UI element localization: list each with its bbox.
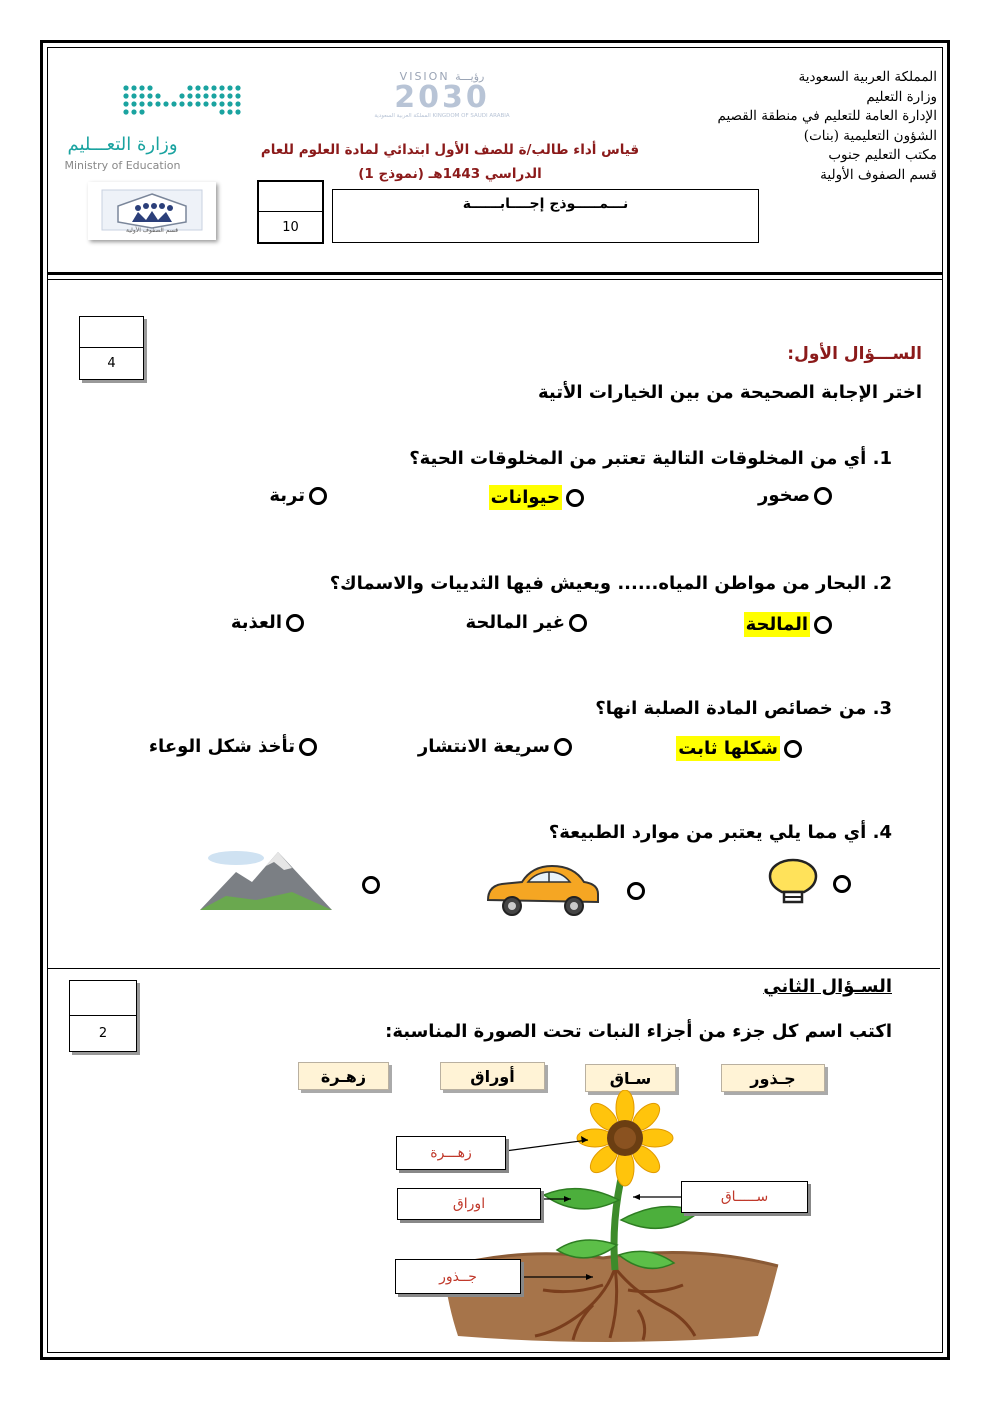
q3-option-2-label: سريعة الانتشار (417, 736, 550, 757)
q2-option-3-label: العذبة (230, 612, 282, 633)
total-score-blank[interactable] (259, 182, 322, 212)
q2-option-2-label: غير المالحة (465, 612, 565, 633)
vision-2030-logo (362, 70, 522, 130)
org-line: قسم الصفوف الأولية (820, 166, 937, 183)
word-bank-flower[interactable]: زهـرة (298, 1062, 389, 1090)
car-icon (482, 862, 602, 920)
vision-logo-text: VISION رؤيـــة (399, 70, 485, 83)
org-line: وزارة التعليم (866, 88, 937, 105)
section2-score-blank[interactable] (70, 981, 136, 1016)
q2-option-1-label: المالحة (745, 614, 808, 635)
section1-score-box (79, 316, 144, 380)
q3-option-2[interactable] (418, 736, 572, 757)
section1-instruction: اختر الإجابة الصحيحة من بين الخيارات الأتية (537, 382, 922, 403)
section1-title: الســـؤال الأول: (787, 344, 922, 364)
label-stem[interactable]: ســـــاق (681, 1181, 808, 1213)
answer-model-box (332, 189, 759, 243)
q4-option-3-radio[interactable] (362, 876, 380, 894)
radio-circle-icon[interactable] (566, 489, 584, 507)
ministry-name-arabic: وزارة التعـــليم (67, 134, 178, 155)
word-bank-roots[interactable]: جـذور (721, 1064, 825, 1092)
question-4: 4. أي مما يلي يعتبر من موارد الطبيعة؟ (548, 822, 892, 843)
q4-option-2-radio[interactable] (627, 882, 645, 900)
radio-circle-icon[interactable] (286, 614, 304, 632)
org-line: الإدارة العامة للتعليم في منطقة القصيم (717, 108, 937, 124)
org-line: مكتب التعليم جنوب (828, 147, 937, 163)
section2-instruction: اكتب اسم كل جزء من أجزاء النبات تحت الصورة المناسبة: (385, 1021, 892, 1042)
exam-title (260, 138, 640, 186)
total-score-box (257, 180, 324, 244)
department-logo (88, 182, 216, 240)
q1-option-1[interactable] (758, 485, 832, 506)
label-leaves[interactable]: اوراق (397, 1188, 541, 1220)
department-logo-caption: قسم الصفوف الأولية (126, 227, 178, 234)
radio-circle-icon[interactable] (814, 616, 832, 634)
question-3: 3. من خصائص المادة الصلبة انها؟ (595, 698, 892, 719)
ministry-dots-icon (60, 80, 250, 130)
radio-circle-icon[interactable] (569, 614, 587, 632)
q2-option-1[interactable] (744, 612, 832, 637)
label-roots[interactable]: جــذور (395, 1259, 521, 1294)
question-2: 2. البحار من مواطن المياه...... ويعيش فيها الثدييات والاسماك؟ (329, 573, 892, 594)
vision-logo-subtitle: المملكة العربية السعودية KINGDOM OF SAUDI ARABIA (374, 113, 510, 119)
section1-score-blank[interactable] (80, 317, 143, 348)
org-line: الشؤون التعليمية (بنات) (803, 127, 937, 144)
section2-score-value: 2 (98, 1026, 108, 1041)
q4-option-1-radio[interactable] (833, 875, 851, 893)
radio-circle-icon[interactable] (299, 738, 317, 756)
q2-option-2[interactable] (465, 612, 587, 633)
q1-option-2-label: حيوانات (490, 487, 560, 508)
answer-model-label: نـــمـــــوذج إجــــابــــــة (462, 196, 629, 212)
question-1: 1. أي من المخلوقات التالية تعتبر من المخلوقات الحية؟ (409, 448, 892, 469)
org-line: المملكة العربية السعودية (798, 69, 937, 85)
radio-circle-icon[interactable] (814, 487, 832, 505)
q1-option-3[interactable] (269, 485, 327, 506)
section-divider (47, 968, 940, 969)
q3-option-3[interactable] (149, 736, 317, 757)
q3-option-3-label: تأخذ شكل الوعاء (148, 736, 295, 757)
header-divider-thin (47, 279, 943, 280)
q3-option-1[interactable] (676, 736, 802, 761)
label-flower[interactable]: زهـــرة (396, 1136, 506, 1170)
radio-circle-icon[interactable] (309, 487, 327, 505)
total-score-value: 10 (282, 219, 299, 235)
exam-title-line2: الدراسي 1443هـ (نموذج 1) (358, 166, 542, 182)
radio-circle-icon[interactable] (554, 738, 572, 756)
lightbulb-icon (762, 858, 824, 908)
radio-circle-icon[interactable] (784, 740, 802, 758)
q1-option-1-label: صخور (757, 485, 810, 506)
section1-score-value: 4 (107, 356, 116, 371)
q2-option-3[interactable] (231, 612, 304, 633)
organization-block (637, 68, 937, 185)
q1-option-3-label: تربة (269, 485, 305, 506)
header-divider (47, 272, 943, 275)
word-bank-stem[interactable]: سـاق (585, 1064, 676, 1092)
q3-option-1-label: شكلها ثابت (678, 738, 778, 759)
word-bank-leaves[interactable]: أوراق (440, 1062, 545, 1090)
section2-score-box (69, 980, 137, 1052)
section2-title: السـؤال الثاني (763, 976, 892, 997)
ministry-name-english: Ministry of Education (64, 159, 181, 172)
ministry-logo (60, 80, 250, 180)
exam-title-line1: قياس أداء طالب/ة للصف الأول ابتدائي لمادة العلوم للعام (260, 142, 640, 158)
q1-option-2[interactable] (489, 485, 584, 510)
mountain-icon (196, 848, 336, 914)
vision-logo-year: 2030 (394, 80, 490, 115)
